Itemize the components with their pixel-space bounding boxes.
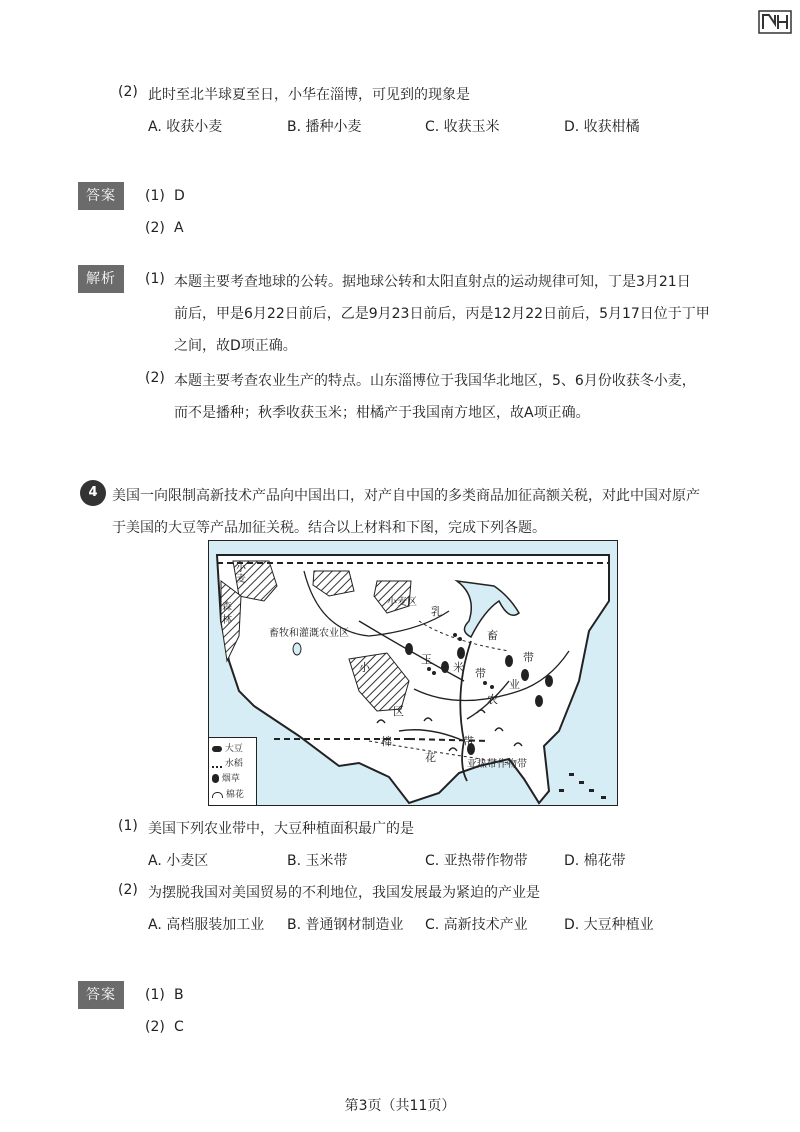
question-number-badge: 4 — [80, 480, 106, 506]
analysis-num: (1) — [145, 271, 165, 287]
analysis-num: (2) — [145, 370, 165, 386]
option-d[interactable]: D. 棉花带 — [564, 853, 626, 869]
analysis-line: 本题主要考查农业生产的特点。山东淄博位于我国华北地区，5、6月份收获冬小麦， — [174, 373, 696, 389]
region-label-wheat-west: 小麦 — [236, 563, 246, 585]
answer-value: D — [174, 188, 185, 204]
question-number: (2) — [118, 84, 138, 100]
option-a[interactable]: A. 高档服装加工业 — [148, 917, 265, 933]
option-c[interactable]: C. 高新技术产业 — [425, 917, 528, 933]
region-label-subtropical: 亚热带作物带 — [467, 759, 527, 770]
question-stem: 此时至北半球夏至日，小华在淄博，可见到的现象是 — [148, 87, 470, 103]
region-label-mu: 畜 — [487, 629, 498, 642]
question-stem: 美国一向限制高新技术产品向中国出口，对产自中国的多类商品加征高额关税，对此中国对原产 — [112, 488, 700, 504]
tobacco-icon — [212, 774, 219, 783]
option-c[interactable]: C. 亚热带作物带 — [425, 853, 528, 869]
option-b[interactable]: B. 玉米带 — [287, 853, 348, 869]
region-label-cotton-2: 花 — [425, 751, 436, 764]
option-b[interactable]: B. 播种小麦 — [287, 119, 362, 135]
analysis-line: 前后，甲是6月22日前后，乙是9月23日前后，丙是12月22日前后，5月17日位于丁甲 — [174, 306, 710, 322]
region-label-corn-3: 带 — [475, 667, 486, 680]
region-label-xiao: 小 — [359, 661, 370, 674]
rice-icon — [212, 760, 222, 768]
region-label-corn-1: 玉 — [421, 653, 432, 666]
option-a[interactable]: A. 小麦区 — [148, 853, 209, 869]
option-d[interactable]: D. 收获柑橘 — [564, 119, 640, 135]
question-number: (2) — [118, 882, 138, 898]
region-label-wheat-mid: 小麦区 — [387, 597, 417, 608]
region-label-dairy: 乳 — [431, 605, 442, 618]
analysis-line: 本题主要考查地球的公转。据地球公转和太阳直射点的运动规律可知，丁是3月21日 — [174, 274, 691, 290]
us-agriculture-map — [208, 540, 618, 806]
region-label-dai: 带 — [523, 651, 534, 664]
analysis-tag: 解析 — [78, 265, 124, 293]
legend-item: 大豆 — [224, 744, 243, 754]
region-label-cotton-3: 带 — [463, 735, 474, 748]
region-label-qu: 区 — [393, 705, 404, 718]
legend-item: 水稻 — [224, 759, 243, 769]
region-label-nong: 农 — [487, 693, 498, 706]
region-label-cotton-1: 棉 — [381, 735, 392, 748]
legend-item: 烟草 — [221, 774, 240, 784]
answer-tag: 答案 — [78, 981, 124, 1009]
answer-num: (1) — [145, 188, 165, 204]
option-d[interactable]: D. 大豆种植业 — [564, 917, 654, 933]
analysis-line: 之间，故D项正确。 — [174, 338, 297, 354]
answer-value: C — [174, 1019, 184, 1035]
question-stem: 美国下列农业带中，大豆种植面积最广的是 — [148, 821, 414, 837]
option-a[interactable]: A. 收获小麦 — [148, 119, 223, 135]
option-c[interactable]: C. 收获玉米 — [425, 119, 500, 135]
cotton-icon — [212, 792, 223, 798]
answer-num: (2) — [145, 1019, 165, 1035]
question-number: (1) — [118, 818, 138, 834]
region-label-forest: 森林 — [222, 602, 232, 626]
region-label-ranching: 畜牧和灌溉农业区 — [269, 628, 349, 639]
page-footer: 第3页（共11页） — [344, 1098, 456, 1114]
analysis-line: 而不是播种；秋季收获玉米；柑橘产于我国南方地区，故A项正确。 — [174, 405, 590, 421]
option-b[interactable]: B. 普通钢材制造业 — [287, 917, 404, 933]
publisher-logo-icon — [758, 10, 792, 34]
region-label-corn-2: 米 — [453, 661, 464, 674]
map-legend — [209, 737, 257, 806]
soybean-icon — [212, 746, 222, 752]
answer-value: B — [174, 987, 184, 1003]
region-label-ye: 业 — [509, 678, 520, 691]
question-stem: 为摆脱我国对美国贸易的不利地位，我国发展最为紧迫的产业是 — [148, 885, 540, 901]
answer-tag: 答案 — [78, 182, 124, 210]
legend-item: 棉花 — [225, 790, 244, 800]
answer-value: A — [174, 220, 184, 236]
question-stem: 于美国的大豆等产品加征关税。结合以上材料和下图，完成下列各题。 — [112, 520, 546, 536]
answer-num: (1) — [145, 987, 165, 1003]
map-drawing — [209, 541, 618, 806]
answer-num: (2) — [145, 220, 165, 236]
